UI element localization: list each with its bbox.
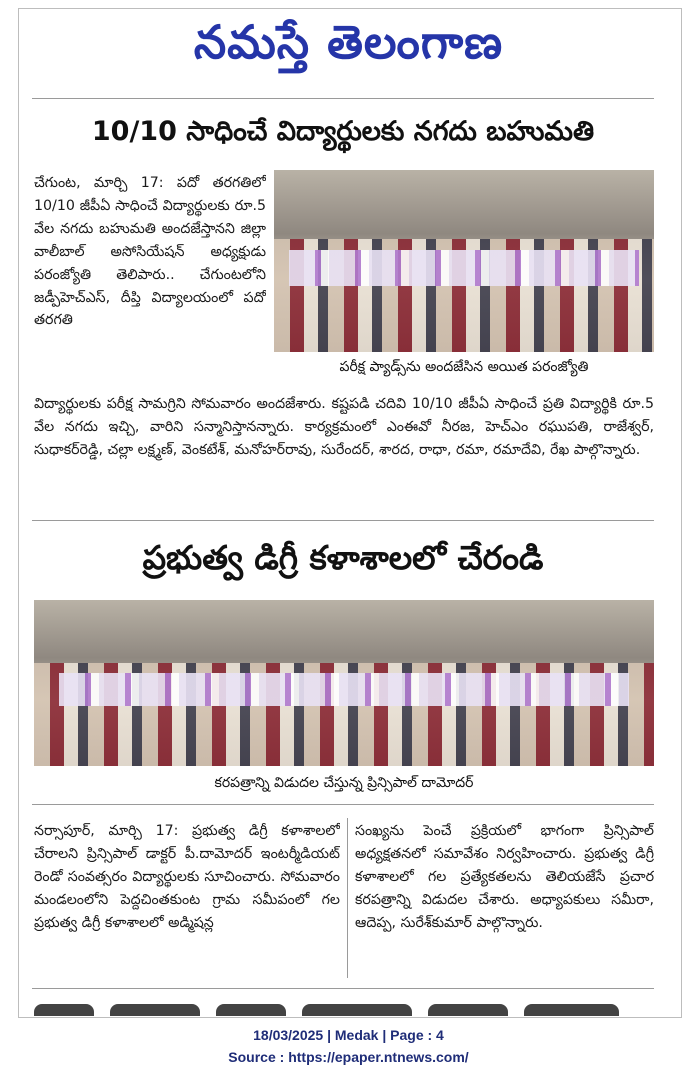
article1-column-text: చేగుంట, మార్చి 17: పదో తరగతిలో 10/10 జీపీఏ సాధించే విద్యార్థులకు రూ.5 వేల నగదు బహుమతి అందజేస్తానని జిల్లా వాలీబాల్ అసోసియేషన్ అధ్యక్షుడు పరంజ్యోతి తెలిపారు.. చేగుంటలోని జడ్పీహెచ్ఎస్, దీప్తి విద్యాలయంలో పదో తరగతి xyxy=(34,175,266,329)
column-divider xyxy=(347,818,348,978)
article2-left-text: నర్సాపూర్, మార్చి 17: ప్రభుత్వ డిగ్రీ కళాశాలలో చేరాలని ప్రిన్సిపాల్ డాక్టర్ పీ.దామోదర్ ఇంటర్మీడియట్ రెండో సంవత్సరం విద్యార్థులకు సూచించారు. సోమవారం మండలంలోని పెద్దచింతకుంట గ్రామ సమీపంలో గల ప్రభుత్వ డిగ్రీ కళాశాలలో అడ్మిషన్ల xyxy=(34,823,340,931)
footer-source-link[interactable]: Source : https://epaper.ntnews.com/ xyxy=(228,1049,469,1065)
footer-dateline: 18/03/2025 | Medak | Page : 4 xyxy=(253,1027,444,1043)
divider xyxy=(32,988,654,989)
next-headline-cropped xyxy=(34,994,654,1016)
divider xyxy=(32,98,654,99)
article1-photo xyxy=(274,170,654,352)
article2-headline: ప్రభుత్వ డిగ్రీ కళాశాలలో చేరండి xyxy=(142,538,544,577)
article2-photo xyxy=(34,600,654,766)
divider xyxy=(32,804,654,805)
article1-headline: 10/10 సాధించే విద్యార్థులకు నగదు బహుమతి xyxy=(91,116,595,147)
article2-photo-caption: కరపత్రాన్ని విడుదల చేస్తున్న ప్రిన్సిపాల్ దామోదర్ xyxy=(214,775,474,791)
masthead-logo: నమస్తే తెలంగాణ xyxy=(193,15,504,69)
article1-photo-caption: పరీక్ష ప్యాడ్స్‌ను అందజేసిన అయిత పరంజ్యోతి xyxy=(339,359,589,375)
article1-wide-text: విద్యార్థులకు పరీక్ష సామగ్రిని సోమవారం అందజేశారు. కష్టపడి చదివి 10/10 జీపీఏ సాధించే ప్రతి విద్యార్థికి రూ.5 వేల నగదు ఇచ్చి, వారిని సన్మానిస్తానన్నారు. కార్యక్రమంలో ఎంఈవో నీరజ, హెచ్ఎం రఘుపతి, రాజేశ్వర్, సుధాకర్‌రెడ్డి, చల్లా లక్ష్మణ్, వెంకటేశ్, మనోహర్‌రావు, సురేందర్, శారద, రాధా, రమా, రమాదేవి, రేఖ పాల్గొన్నారు. xyxy=(34,396,654,458)
article2-right-text: సంఖ్యను పెంచే ప్రక్రియలో భాగంగా ప్రిన్సిపాల్ అధ్యక్షతనలో సమావేశం నిర్వహించారు. ప్రభుత్వ డిగ్రీ కళాశాలలో గల ప్రత్యేకతలను తెలియజేసే ప్రచార కరపత్రాన్ని విడుదల చేశారు. అధ్యాపకులు సమీరా, ఆదెప్ప, సురేశ్‌కుమార్ పాల్గొన్నారు. xyxy=(355,823,654,931)
divider xyxy=(32,520,654,521)
